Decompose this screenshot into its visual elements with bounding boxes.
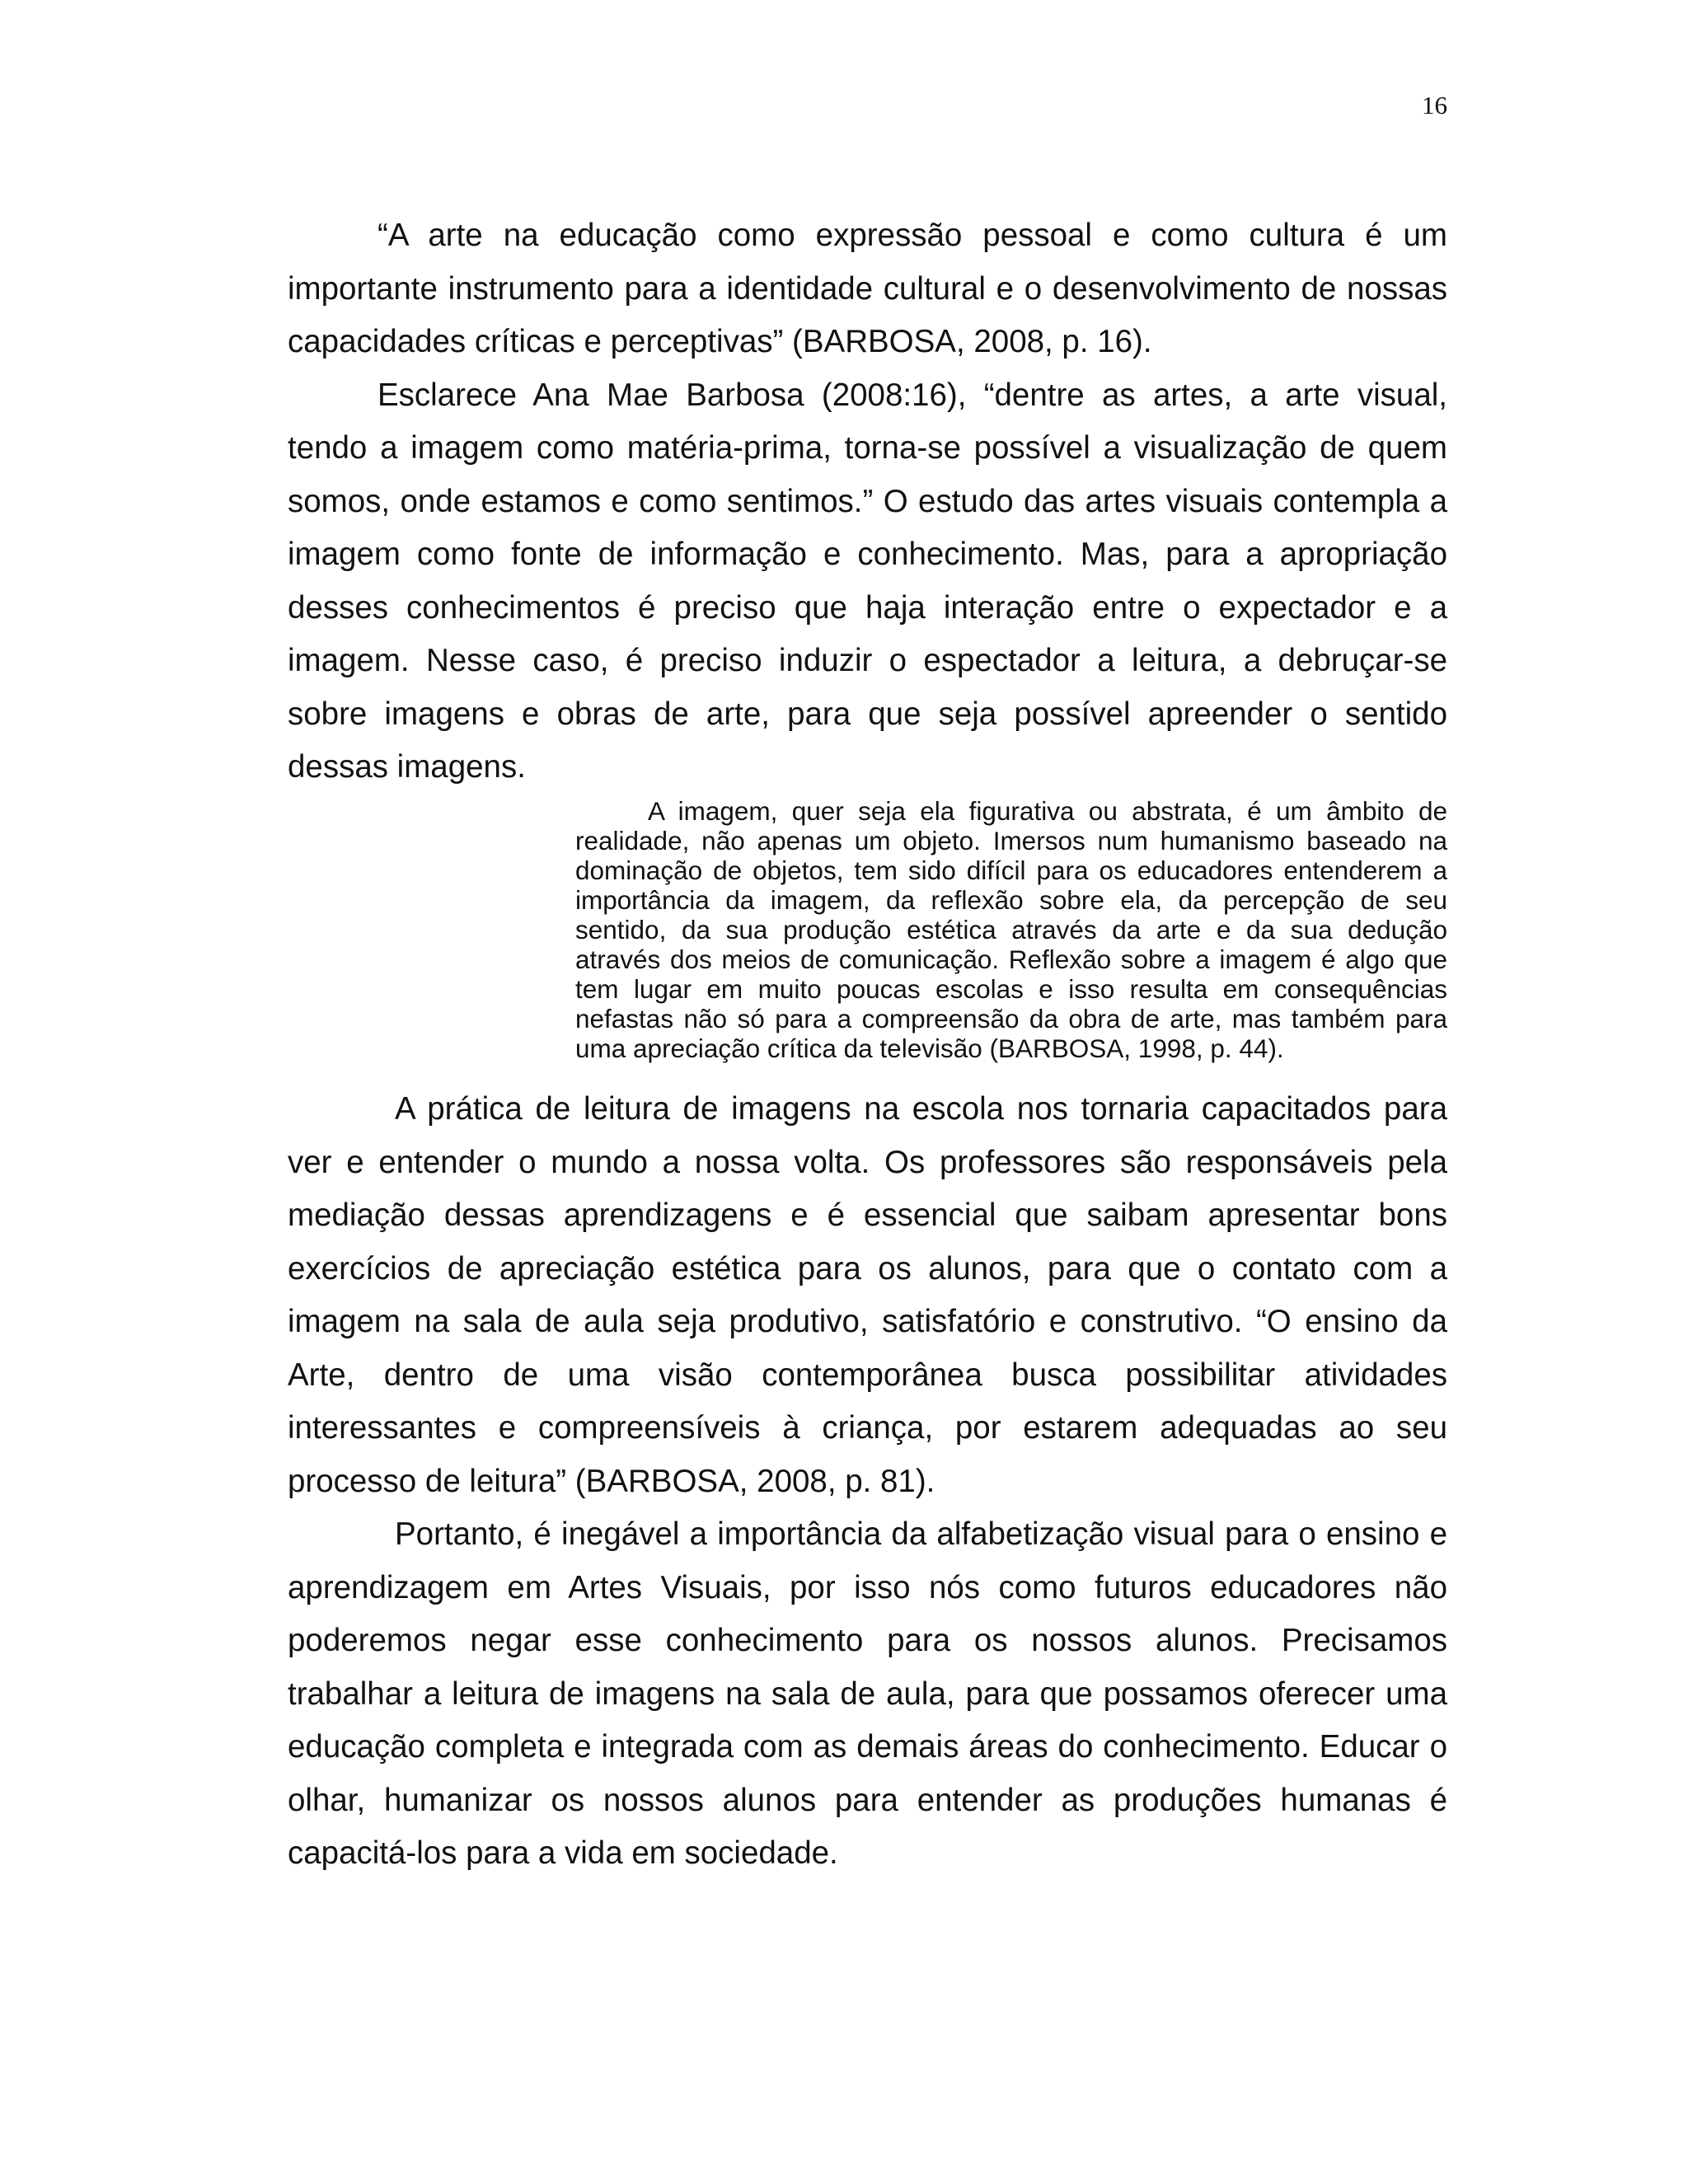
paragraph-portanto: Portanto, é inegável a importância da alfabetização visual para o ensino e aprendizagem em Artes Visuais, por isso nós como futuros educadores não poderemos negar esse conhecimento para os nossos alunos. Precisamos trabalhar a leitura de imagens na sala de aula, para que possamos oferecer uma educação completa e integrada com as demais áreas do conhecimento. Educar o olhar, humanizar os nossos alunos para entender as produções humanas é capacitá-los para a vida em sociedade. [288,1516,1447,1871]
page-number: 16 [1422,91,1447,120]
paragraph-barbosa-quote: “A arte na educação como expressão pessoal e como cultura é um importante instrumento para a identidade cultural e o desenvolvimento de nossas capacidades críticas e perceptivas” (BARBOSA, 2008, p. 16). [288,218,1447,359]
block-quote: A imagem, quer seja ela figurativa ou abstrata, é um âmbito de realidade, não apenas um objeto. Imersos num humanismo baseado na dominação de objetos, tem sido difícil para os educadores entenderem a importância da imagem, da reflexão sobre ela, da percepção de seu sentido, da sua produção estética através da arte e da sua dedução através dos meios de comunicação. Reflexão sobre a imagem é algo que tem lugar em muito poucas escolas e isso resulta em consequências nefastas não só para a compreensão da obra de arte, mas também para uma apreciação crítica da televisão (BARBOSA, 1998, p. 44). [575,796,1447,1063]
body-text-top [288,209,1447,794]
body-text-bottom [288,1083,1447,1881]
paragraph-ana-mae-barbosa: Esclarece Ana Mae Barbosa (2008:16), “dentre as artes, a arte visual, tendo a imagem como matéria-prima, torna-se possível a visualização de quem somos, onde estamos e como sentimos.” O estudo das artes visuais contempla a imagem como fonte de informação e conhecimento. Mas, para a apropriação desses conhecimentos é preciso que haja interação entre o expectador e a imagem. Nesse caso, é preciso induzir o espectador a leitura, a debruçar-se sobre imagens e obras de arte, para que seja possível apreender o sentido dessas imagens. [288,377,1447,785]
paragraph-pratica-leitura: A prática de leitura de imagens na escola nos tornaria capacitados para ver e entender o mundo a nossa volta. Os professores são responsáveis pela mediação dessas aprendizagens e é essencial que saibam apresentar bons exercícios de apreciação estética para os alunos, para que o contato com a imagem na sala de aula seja produtivo, satisfatório e construtivo. “O ensino da Arte, dentro de uma visão contemporânea busca possibilitar atividades interessantes e compreensíveis à criança, por estarem adequadas ao seu processo de leitura” (BARBOSA, 2008, p. 81). [288,1091,1447,1499]
